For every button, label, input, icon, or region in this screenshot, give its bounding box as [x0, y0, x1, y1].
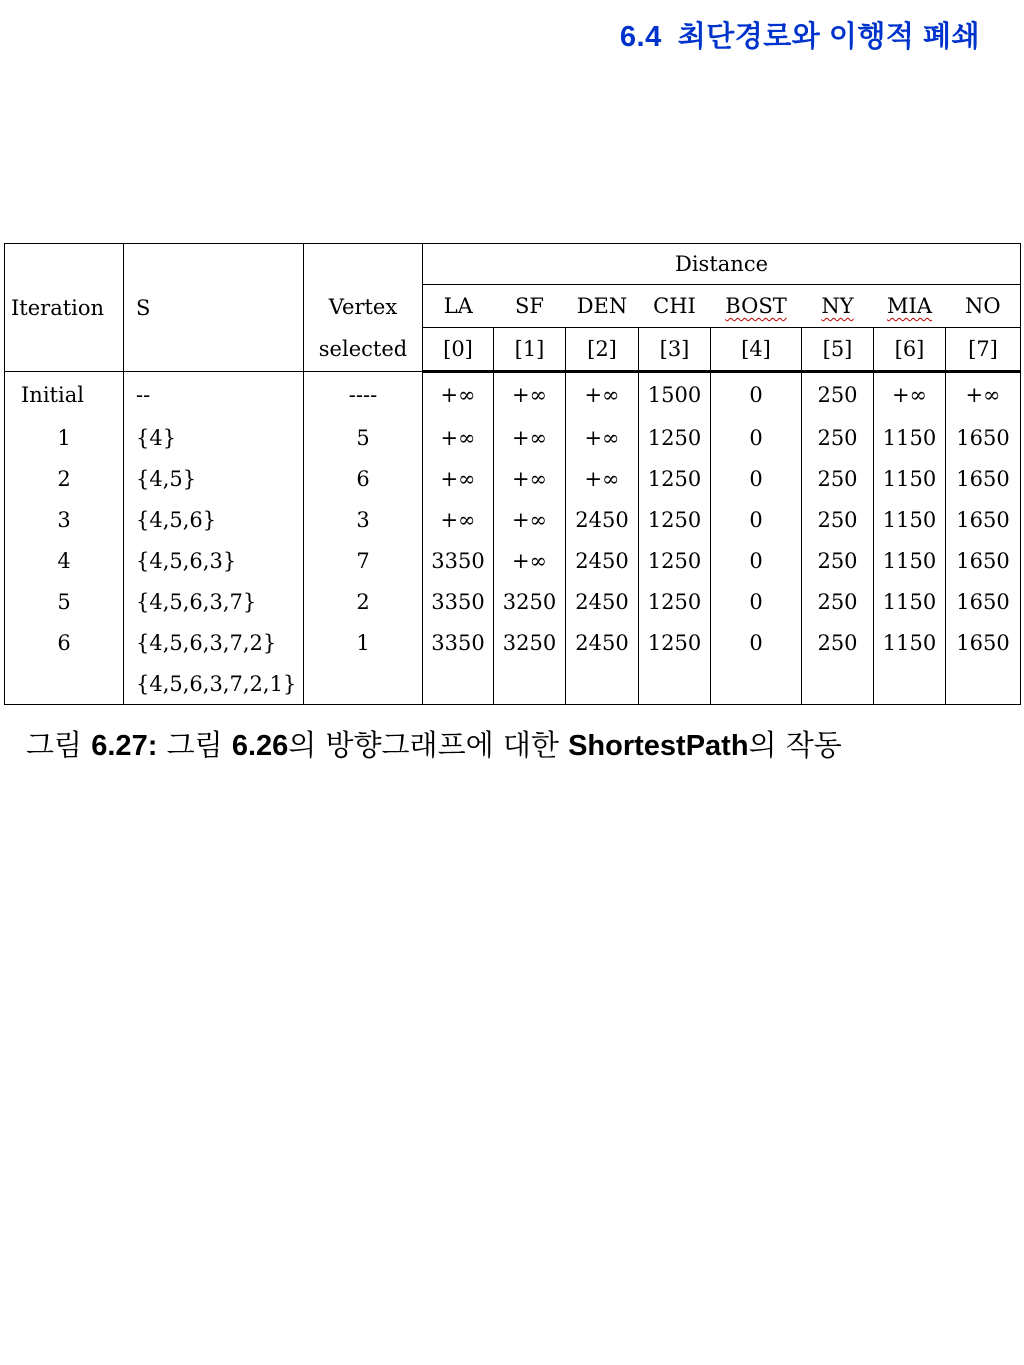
- s-set-cell: {4,5,6}: [124, 499, 304, 540]
- distance-cell: 1250: [639, 458, 711, 499]
- distance-cell: 250: [802, 372, 874, 418]
- distance-cell: +∞: [566, 458, 639, 499]
- distance-cell: 1650: [946, 499, 1021, 540]
- distance-cell: +∞: [494, 499, 566, 540]
- caption-text1: 의 방향그래프에 대한: [288, 728, 569, 762]
- column-header-s: S: [124, 244, 304, 372]
- distance-cell: 3250: [494, 622, 566, 663]
- table-row: [5, 458, 1021, 499]
- table-row: [5, 540, 1021, 581]
- iteration-cell: [5, 663, 124, 705]
- caption-figure-number: 6.27:: [91, 730, 158, 762]
- distance-cell: +∞: [946, 372, 1021, 418]
- distance-cell: [423, 663, 494, 705]
- distance-cell: 3350: [423, 540, 494, 581]
- caption-ref-number: 6.26: [231, 730, 289, 762]
- city-header-no: NO: [946, 285, 1021, 328]
- index-header-6: [6]: [874, 328, 946, 372]
- city-header-bost-text: BOST: [725, 294, 787, 318]
- distance-cell: 1150: [874, 499, 946, 540]
- caption-algorithm: ShortestPath: [568, 730, 749, 762]
- distance-cell: 1150: [874, 581, 946, 622]
- distance-cell: 2450: [566, 499, 639, 540]
- vertex-selected-cell: 1: [304, 622, 423, 663]
- table-row: [5, 663, 1021, 705]
- distance-cell: 2450: [566, 622, 639, 663]
- vertex-header-line1: Vertex: [328, 294, 398, 319]
- column-header-iteration: Iteration: [5, 244, 124, 372]
- section-name: 최단경로와 이행적 폐쇄: [677, 21, 980, 53]
- section-title: [620, 14, 980, 55]
- distance-cell: 0: [711, 622, 802, 663]
- table-row: [5, 372, 1021, 418]
- distance-cell: +∞: [494, 417, 566, 458]
- distance-cell: 0: [711, 417, 802, 458]
- distance-cell: 250: [802, 622, 874, 663]
- distance-cell: 3250: [494, 581, 566, 622]
- caption-prefix: 그림: [26, 728, 92, 762]
- figure-caption: [26, 723, 842, 764]
- distance-cell: 0: [711, 499, 802, 540]
- distance-cell: +∞: [874, 372, 946, 418]
- distance-cell: 1650: [946, 622, 1021, 663]
- distance-cell: 1150: [874, 417, 946, 458]
- s-set-cell: {4}: [124, 417, 304, 458]
- index-header-2: [2]: [566, 328, 639, 372]
- distance-cell: 1150: [874, 540, 946, 581]
- index-header-3: [3]: [639, 328, 711, 372]
- vertex-selected-cell: ----: [304, 372, 423, 418]
- distance-cell: +∞: [566, 417, 639, 458]
- index-header-1: [1]: [494, 328, 566, 372]
- city-header-sf: SF: [494, 285, 566, 328]
- distance-cell: 250: [802, 499, 874, 540]
- vertex-header-line2: selected: [318, 336, 408, 361]
- distance-cell: +∞: [566, 372, 639, 418]
- distance-cell: 1250: [639, 581, 711, 622]
- header-row-distance: [5, 244, 1021, 285]
- distance-cell: [802, 663, 874, 705]
- distance-cell: 1650: [946, 458, 1021, 499]
- distance-cell: 1150: [874, 622, 946, 663]
- vertex-selected-cell: 6: [304, 458, 423, 499]
- distance-cell: 1650: [946, 417, 1021, 458]
- distance-cell: 1500: [639, 372, 711, 418]
- index-header-5: [5]: [802, 328, 874, 372]
- distance-cell: 2450: [566, 540, 639, 581]
- distance-cell: +∞: [494, 372, 566, 418]
- table-body: [5, 372, 1021, 705]
- distance-cell: 250: [802, 540, 874, 581]
- distance-cell: 250: [802, 458, 874, 499]
- vertex-selected-cell: [304, 663, 423, 705]
- index-header-4: [4]: [711, 328, 802, 372]
- distance-cell: [566, 663, 639, 705]
- city-header-mia: [874, 285, 946, 328]
- distance-cell: +∞: [494, 458, 566, 499]
- iteration-cell: Initial: [5, 372, 124, 418]
- city-header-ny-text: NY: [821, 294, 854, 318]
- city-header-bost: [711, 285, 802, 328]
- column-header-distance: Distance: [423, 244, 1021, 285]
- city-header-mia-text: MIA: [887, 294, 932, 318]
- distance-cell: 3350: [423, 581, 494, 622]
- distance-cell: 0: [711, 581, 802, 622]
- distance-cell: 1150: [874, 458, 946, 499]
- index-header-0: [0]: [423, 328, 494, 372]
- iteration-cell: 6: [5, 622, 124, 663]
- distance-cell: 2450: [566, 581, 639, 622]
- distance-cell: 0: [711, 372, 802, 418]
- iteration-cell: 3: [5, 499, 124, 540]
- column-header-vertex-selected: [304, 244, 423, 372]
- shortest-path-table: [4, 243, 1021, 705]
- s-set-cell: {4,5,6,3,7}: [124, 581, 304, 622]
- city-header-la: LA: [423, 285, 494, 328]
- distance-cell: [946, 663, 1021, 705]
- table-row: [5, 581, 1021, 622]
- distance-cell: +∞: [423, 458, 494, 499]
- distance-cell: [711, 663, 802, 705]
- vertex-selected-cell: 7: [304, 540, 423, 581]
- distance-cell: [639, 663, 711, 705]
- s-set-cell: {4,5}: [124, 458, 304, 499]
- distance-cell: +∞: [494, 540, 566, 581]
- city-header-ny: [802, 285, 874, 328]
- distance-cell: 250: [802, 417, 874, 458]
- distance-cell: 0: [711, 540, 802, 581]
- distance-cell: 0: [711, 458, 802, 499]
- section-number: 6.4: [619, 21, 662, 53]
- vertex-selected-cell: 5: [304, 417, 423, 458]
- table-row: [5, 499, 1021, 540]
- index-header-7: [7]: [946, 328, 1021, 372]
- distance-cell: 1250: [639, 499, 711, 540]
- distance-cell: +∞: [423, 499, 494, 540]
- caption-mid: 그림: [157, 728, 232, 762]
- distance-cell: 3350: [423, 622, 494, 663]
- s-set-cell: {4,5,6,3,7,2}: [124, 622, 304, 663]
- city-header-den: DEN: [566, 285, 639, 328]
- caption-text2: 의 작동: [748, 728, 842, 762]
- iteration-cell: 4: [5, 540, 124, 581]
- distance-cell: +∞: [423, 417, 494, 458]
- s-set-cell: --: [124, 372, 304, 418]
- distance-cell: 1250: [639, 540, 711, 581]
- distance-cell: 1250: [639, 622, 711, 663]
- distance-cell: 1650: [946, 581, 1021, 622]
- distance-cell: 1650: [946, 540, 1021, 581]
- iteration-cell: 1: [5, 417, 124, 458]
- vertex-selected-cell: 2: [304, 581, 423, 622]
- table-row: [5, 622, 1021, 663]
- iteration-cell: 2: [5, 458, 124, 499]
- distance-cell: [874, 663, 946, 705]
- table-row: [5, 417, 1021, 458]
- s-set-cell: {4,5,6,3,7,2,1}: [124, 663, 304, 705]
- distance-cell: 250: [802, 581, 874, 622]
- distance-cell: 1250: [639, 417, 711, 458]
- distance-cell: +∞: [423, 372, 494, 418]
- iteration-cell: 5: [5, 581, 124, 622]
- vertex-selected-cell: 3: [304, 499, 423, 540]
- distance-cell: [494, 663, 566, 705]
- city-header-chi: CHI: [639, 285, 711, 328]
- s-set-cell: {4,5,6,3}: [124, 540, 304, 581]
